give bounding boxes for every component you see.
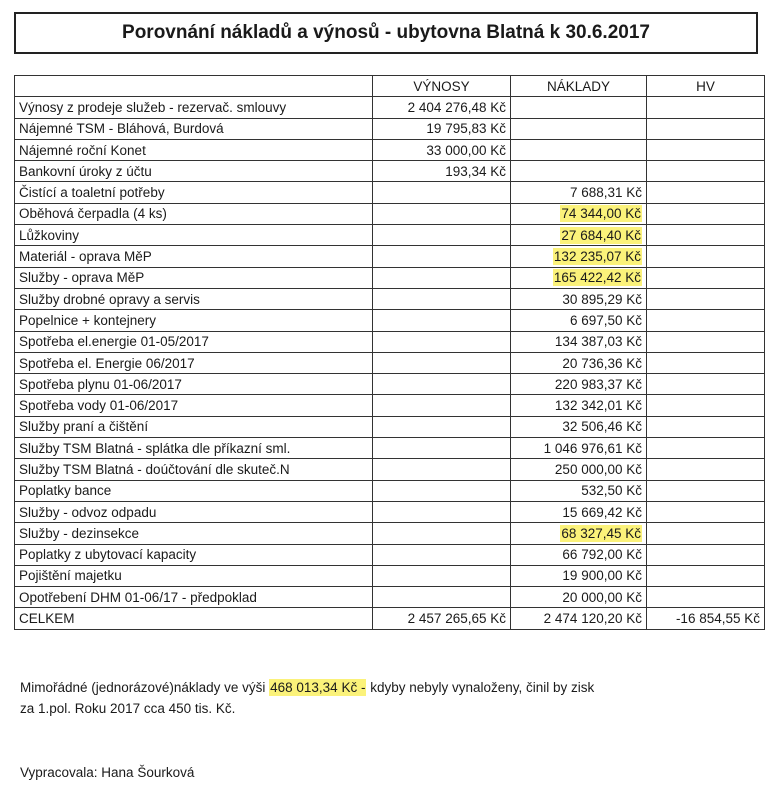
row-vynosy: [373, 374, 511, 395]
row-vynosy-text: 2 404 276,48 Kč: [407, 99, 506, 115]
row-vynosy-text: 19 795,83 Kč: [426, 121, 506, 137]
table-row: [15, 544, 765, 565]
row-naklady: [511, 331, 647, 352]
table-row: [15, 331, 765, 352]
row-vynosy: [373, 267, 511, 288]
row-naklady: [511, 587, 647, 608]
cost-revenue-table: [14, 75, 765, 630]
row-label: [15, 288, 373, 309]
row-hv: [647, 246, 765, 267]
row-hv: [647, 203, 765, 224]
row-label: [15, 501, 373, 522]
header-hv: HV: [647, 76, 765, 97]
row-naklady: [511, 608, 647, 629]
row-label: [15, 182, 373, 203]
row-label: [15, 331, 373, 352]
row-naklady-text: 220 983,37 Kč: [554, 376, 642, 392]
row-label-text: Služby TSM Blatná - doúčtování dle skuteč.N: [19, 461, 290, 477]
header-naklady: NÁKLADY: [511, 76, 647, 97]
row-label-text: Služby praní a čištění: [19, 419, 149, 435]
table-row: [15, 374, 765, 395]
row-hv: [647, 331, 765, 352]
row-label-text: Poplatky bance: [19, 483, 112, 499]
row-label-text: CELKEM: [19, 611, 75, 627]
row-label: [15, 203, 373, 224]
row-naklady: [511, 118, 647, 139]
row-naklady-text: 7 688,31 Kč: [569, 185, 642, 201]
row-label: [15, 161, 373, 182]
row-label-text: Pojištění majetku: [19, 568, 122, 584]
row-hv: [647, 501, 765, 522]
row-naklady: [511, 544, 647, 565]
row-hv: [647, 416, 765, 437]
note-text-after: kdyby nebyly vynaloženy, činil by zisk: [366, 680, 595, 695]
header-label: [15, 76, 373, 97]
row-vynosy: [373, 438, 511, 459]
row-vynosy: [373, 182, 511, 203]
row-naklady-text: 132 342,01 Kč: [554, 398, 642, 414]
row-naklady-text: 32 506,46 Kč: [562, 419, 642, 435]
table-row: [15, 587, 765, 608]
row-label: [15, 438, 373, 459]
row-naklady-text: 68 327,45 Kč: [561, 525, 641, 541]
row-naklady-text: 2 474 120,20 Kč: [543, 611, 642, 627]
row-naklady: [511, 246, 647, 267]
table-row: [15, 118, 765, 139]
row-naklady: [511, 288, 647, 309]
row-vynosy: [373, 501, 511, 522]
row-hv: [647, 225, 765, 246]
row-vynosy: [373, 331, 511, 352]
row-hv: [647, 480, 765, 501]
row-label-text: Poplatky z ubytovací kapacity: [19, 547, 197, 563]
row-naklady: [511, 480, 647, 501]
row-label-text: Nájemné TSM - Bláhová, Burdová: [19, 121, 224, 137]
row-label-text: Služby drobné opravy a servis: [19, 291, 200, 307]
row-label: [15, 352, 373, 373]
row-label: [15, 480, 373, 501]
row-naklady-text: 250 000,00 Kč: [554, 461, 642, 477]
row-hv: [647, 587, 765, 608]
row-naklady: [511, 225, 647, 246]
table-row: [15, 225, 765, 246]
row-naklady: [511, 374, 647, 395]
row-vynosy: [373, 587, 511, 608]
header-row: [15, 76, 765, 97]
row-vynosy: [373, 608, 511, 629]
table-row: [15, 480, 765, 501]
row-naklady-text: 15 669,42 Kč: [562, 504, 642, 520]
row-label: [15, 246, 373, 267]
row-label-text: Spotřeba el.energie 01-05/2017: [19, 334, 209, 350]
row-naklady-text: 165 422,42 Kč: [553, 270, 641, 286]
page-title: [14, 12, 758, 54]
row-hv: [647, 310, 765, 331]
row-vynosy: [373, 97, 511, 118]
row-hv: [647, 267, 765, 288]
row-vynosy: [373, 352, 511, 373]
table-row: [15, 438, 765, 459]
row-naklady: [511, 267, 647, 288]
table-row: [15, 161, 765, 182]
row-naklady-text: 20 000,00 Kč: [562, 589, 642, 605]
row-naklady: [511, 501, 647, 522]
row-hv: [647, 565, 765, 586]
row-label-text: Čistící a toaletní potřeby: [19, 185, 165, 201]
row-hv: [647, 139, 765, 160]
table-row: [15, 501, 765, 522]
table-row: [15, 459, 765, 480]
row-hv: [647, 161, 765, 182]
row-label-text: Služby TSM Blatná - splátka dle příkazní sml.: [19, 440, 291, 456]
row-label-text: Opotřebení DHM 01-06/17 - předpoklad: [19, 589, 257, 605]
table-row: [15, 139, 765, 160]
row-vynosy: [373, 416, 511, 437]
row-vynosy: [373, 225, 511, 246]
header-vynosy: VÝNOSY: [373, 76, 511, 97]
row-label-text: Služby - dezinsekce: [19, 525, 140, 541]
row-hv: [647, 374, 765, 395]
row-vynosy: [373, 139, 511, 160]
author-line: Vypracovala: Hana Šourková: [20, 765, 195, 780]
row-vynosy-text: 33 000,00 Kč: [426, 142, 506, 158]
row-label-text: Popelnice + kontejnery: [19, 312, 156, 328]
row-label-text: Lůžkoviny: [19, 227, 80, 243]
table-row: [15, 416, 765, 437]
table-row: [15, 310, 765, 331]
row-naklady-text: 532,50 Kč: [581, 483, 642, 499]
row-hv: [647, 608, 765, 629]
row-naklady: [511, 565, 647, 586]
row-naklady-text: 30 895,29 Kč: [562, 291, 642, 307]
row-naklady-text: 19 900,00 Kč: [562, 568, 642, 584]
row-label: [15, 587, 373, 608]
row-naklady: [511, 203, 647, 224]
row-label: [15, 565, 373, 586]
row-naklady: [511, 310, 647, 331]
row-naklady-text: 6 697,50 Kč: [569, 312, 642, 328]
note-text-before: Mimořádné (jednorázové)náklady ve výši: [20, 680, 270, 695]
row-label-text: Spotřeba el. Energie 06/2017: [19, 355, 195, 371]
row-naklady: [511, 438, 647, 459]
row-naklady-text: 20 736,36 Kč: [562, 355, 642, 371]
table-row: [15, 288, 765, 309]
row-label: [15, 459, 373, 480]
note-paragraph: [20, 677, 760, 719]
table-row: [15, 97, 765, 118]
row-label-text: Výnosy z prodeje služeb - rezervač. smlouvy: [19, 99, 287, 115]
row-label: [15, 416, 373, 437]
row-label: [15, 395, 373, 416]
row-vynosy: [373, 480, 511, 501]
row-label-text: Oběhová čerpadla (4 ks): [19, 206, 167, 222]
row-hv: [647, 395, 765, 416]
row-hv: [647, 523, 765, 544]
row-label-text: Spotřeba vody 01-06/2017: [19, 398, 179, 414]
row-hv: [647, 288, 765, 309]
table-row: [15, 565, 765, 586]
row-vynosy: [373, 288, 511, 309]
table-row: [15, 352, 765, 373]
row-hv: [647, 182, 765, 203]
row-label: [15, 608, 373, 629]
row-label: [15, 374, 373, 395]
row-label-text: Služby - oprava MěP: [19, 270, 145, 286]
row-hv: [647, 459, 765, 480]
table-body: [15, 97, 765, 629]
row-hv: [647, 97, 765, 118]
row-naklady: [511, 161, 647, 182]
row-vynosy: [373, 161, 511, 182]
row-naklady: [511, 97, 647, 118]
row-label: [15, 523, 373, 544]
row-vynosy: [373, 203, 511, 224]
row-hv: [647, 118, 765, 139]
row-hv: [647, 352, 765, 373]
row-label-text: Spotřeba plynu 01-06/2017: [19, 376, 182, 392]
row-naklady-text: 132 235,07 Kč: [553, 249, 641, 265]
row-naklady-text: 66 792,00 Kč: [562, 547, 642, 563]
row-hv-text: -16 854,55 Kč: [675, 611, 760, 627]
row-vynosy: [373, 395, 511, 416]
title-text: Porovnání nákladů a výnosů - ubytovna Blatná k 30.6.2017: [122, 22, 650, 43]
table-row: [15, 267, 765, 288]
row-naklady-text: 74 344,00 Kč: [561, 206, 641, 222]
row-vynosy: [373, 523, 511, 544]
row-label: [15, 267, 373, 288]
row-vynosy: [373, 565, 511, 586]
row-vynosy-text: 193,34 Kč: [445, 163, 506, 179]
row-label: [15, 118, 373, 139]
row-naklady: [511, 139, 647, 160]
row-label: [15, 139, 373, 160]
row-vynosy: [373, 544, 511, 565]
row-hv: [647, 438, 765, 459]
table-row: [15, 246, 765, 267]
row-label: [15, 225, 373, 246]
row-label-text: Nájemné roční Konet: [19, 142, 146, 158]
row-vynosy-text: 2 457 265,65 Kč: [407, 611, 506, 627]
row-vynosy: [373, 118, 511, 139]
table-row: [15, 608, 765, 629]
row-hv: [647, 544, 765, 565]
table-row: [15, 395, 765, 416]
row-vynosy: [373, 246, 511, 267]
row-label: [15, 544, 373, 565]
note-line-2: za 1.pol. Roku 2017 cca 450 tis. Kč.: [20, 701, 236, 716]
note-amount: 468 013,34 Kč -: [270, 680, 366, 695]
row-label: [15, 310, 373, 331]
row-naklady: [511, 523, 647, 544]
table-row: [15, 203, 765, 224]
row-naklady-text: 27 684,40 Kč: [561, 227, 641, 243]
row-naklady-text: 134 387,03 Kč: [554, 334, 642, 350]
row-label-text: Materiál - oprava MěP: [19, 249, 152, 265]
row-label-text: Služby - odvoz odpadu: [19, 504, 157, 520]
row-naklady: [511, 395, 647, 416]
row-naklady: [511, 182, 647, 203]
row-naklady: [511, 352, 647, 373]
row-label: [15, 97, 373, 118]
row-vynosy: [373, 310, 511, 331]
row-naklady: [511, 459, 647, 480]
row-naklady-text: 1 046 976,61 Kč: [543, 440, 642, 456]
table-row: [15, 523, 765, 544]
row-naklady: [511, 416, 647, 437]
row-label-text: Bankovní úroky z účtu: [19, 163, 152, 179]
table-row: [15, 182, 765, 203]
row-vynosy: [373, 459, 511, 480]
